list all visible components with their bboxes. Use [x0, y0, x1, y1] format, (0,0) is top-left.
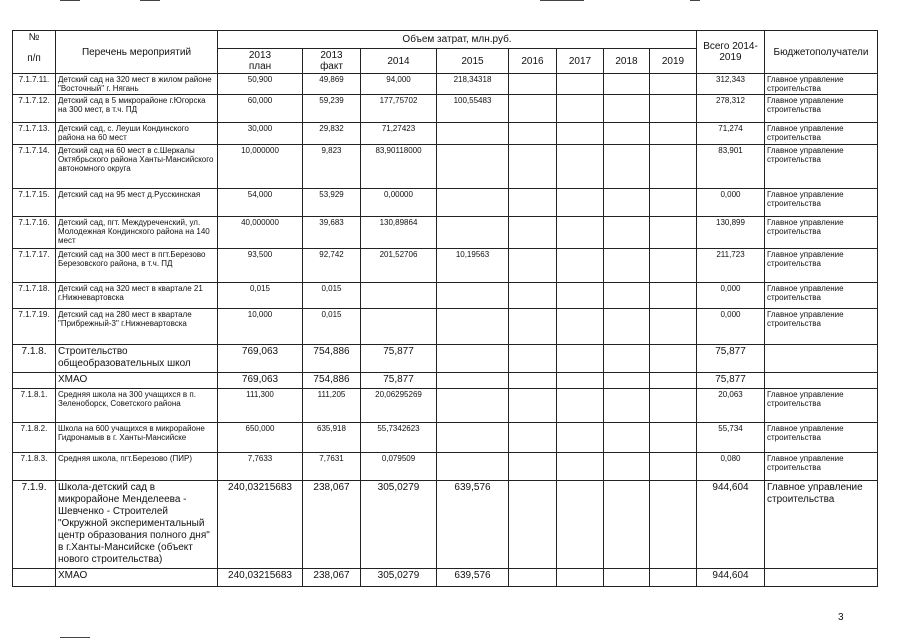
value-2013-fact: 59,239 — [303, 95, 361, 123]
value-2019 — [650, 95, 697, 123]
row-number: 7.1.7.18. — [13, 283, 56, 309]
row-number: 7.1.8. — [13, 345, 56, 373]
recipient: Главное управление строительства — [765, 74, 878, 95]
value-2016 — [509, 481, 557, 569]
value-2017 — [557, 283, 604, 309]
value-2016 — [509, 74, 557, 95]
value-2019 — [650, 145, 697, 189]
activity-name: Школа-детский сад в микрорайоне Менделеева - Шевченко - Строителей "Окружной экспериментальный центр образования полного дня" в г.Ханты-Мансийске (объект нового строительства) — [56, 481, 218, 569]
table-row — [13, 249, 878, 283]
value-2013-fact: 53,929 — [303, 189, 361, 217]
header-number-sign: № — [28, 32, 40, 43]
row-number: 7.1.7.15. — [13, 189, 56, 217]
value-total: 278,312 — [697, 95, 765, 123]
recipient: Главное управление строительства — [765, 123, 878, 145]
header-year: 2014 — [361, 49, 437, 74]
recipient: Главное управление строительства — [765, 481, 878, 569]
value-2014: 94,000 — [361, 74, 437, 95]
row-number: 7.1.8.3. — [13, 453, 56, 481]
row-number — [13, 569, 56, 587]
table-row — [13, 423, 878, 453]
table-row — [13, 373, 878, 389]
activity-name: Средняя школа, пгт.Березово (ПИР) — [56, 453, 218, 481]
value-2019 — [650, 189, 697, 217]
activity-name: Детский сад на 320 мест в квартале 21 г.Нижневартовска — [56, 283, 218, 309]
value-2015 — [437, 123, 509, 145]
table-row — [13, 145, 878, 189]
value-2015 — [437, 309, 509, 345]
value-2018 — [604, 249, 650, 283]
recipient — [765, 373, 878, 389]
value-2015 — [437, 345, 509, 373]
recipient — [765, 345, 878, 373]
value-total: 944,604 — [697, 569, 765, 587]
value-2016 — [509, 309, 557, 345]
row-number: 7.1.7.16. — [13, 217, 56, 249]
value-2019 — [650, 569, 697, 587]
value-2014: 20,06295269 — [361, 389, 437, 423]
value-total: 0,080 — [697, 453, 765, 481]
table-row — [13, 189, 878, 217]
value-2018 — [604, 345, 650, 373]
value-2018 — [604, 217, 650, 249]
value-2013-plan: 10,000000 — [218, 145, 303, 189]
recipient: Главное управление строительства — [765, 145, 878, 189]
value-2015 — [437, 373, 509, 389]
value-2013-fact: 0,015 — [303, 283, 361, 309]
value-2013-fact: 754,886 — [303, 345, 361, 373]
activity-name: Детский сад на 320 мест в жилом районе "Восточный" г. Нягань — [56, 74, 218, 95]
value-2013-plan: 7,7633 — [218, 453, 303, 481]
header-year: 2013 факт — [303, 49, 361, 74]
row-number: 7.1.8.1. — [13, 389, 56, 423]
value-2014: 0,00000 — [361, 189, 437, 217]
recipient: Главное управление строительства — [765, 453, 878, 481]
value-2019 — [650, 373, 697, 389]
value-2015: 10,19563 — [437, 249, 509, 283]
value-2013-plan: 0,015 — [218, 283, 303, 309]
value-2018 — [604, 423, 650, 453]
value-2016 — [509, 389, 557, 423]
value-2014 — [361, 309, 437, 345]
value-2019 — [650, 453, 697, 481]
value-total: 75,877 — [697, 345, 765, 373]
value-2017 — [557, 145, 604, 189]
value-2019 — [650, 481, 697, 569]
value-2019 — [650, 309, 697, 345]
value-2013-fact: 238,067 — [303, 569, 361, 587]
value-2013-plan: 30,000 — [218, 123, 303, 145]
value-total: 944,604 — [697, 481, 765, 569]
recipient: Главное управление строительства — [765, 423, 878, 453]
row-number: 7.1.7.17. — [13, 249, 56, 283]
value-2019 — [650, 123, 697, 145]
header-year: 2016 — [509, 49, 557, 74]
value-2013-fact: 7,7631 — [303, 453, 361, 481]
value-2017 — [557, 123, 604, 145]
value-2018 — [604, 309, 650, 345]
value-2016 — [509, 345, 557, 373]
activity-name: Детский сад, пгт. Междуреченский, ул. Молодежная Кондинского района на 140 мест — [56, 217, 218, 249]
value-total: 211,723 — [697, 249, 765, 283]
header-year: 2018 — [604, 49, 650, 74]
value-2019 — [650, 74, 697, 95]
value-2013-fact: 111,205 — [303, 389, 361, 423]
value-2017 — [557, 373, 604, 389]
value-2014: 177,75702 — [361, 95, 437, 123]
value-2014 — [361, 283, 437, 309]
value-2017 — [557, 95, 604, 123]
value-2016 — [509, 373, 557, 389]
activity-name: Школа на 600 учащихся в микрорайоне Гидронамыв в г. Ханты-Мансийске — [56, 423, 218, 453]
value-2017 — [557, 345, 604, 373]
value-2015 — [437, 453, 509, 481]
activity-name: Детский сад на 60 мест в с.Шеркалы Октябрьского района Ханты-Мансийского автономного округа — [56, 145, 218, 189]
value-total: 71,274 — [697, 123, 765, 145]
header-year: 2017 — [557, 49, 604, 74]
table-row — [13, 389, 878, 423]
value-2013-plan: 93,500 — [218, 249, 303, 283]
value-2016 — [509, 123, 557, 145]
value-2019 — [650, 283, 697, 309]
value-2015: 639,576 — [437, 569, 509, 587]
value-2018 — [604, 189, 650, 217]
value-2018 — [604, 74, 650, 95]
row-number: 7.1.7.13. — [13, 123, 56, 145]
table-row — [13, 123, 878, 145]
value-2018 — [604, 145, 650, 189]
recipient: Главное управление строительства — [765, 249, 878, 283]
recipient — [765, 569, 878, 587]
activity-name: Детский сад в 5 микрорайоне г.Югорска на 300 мест, в т.ч. ПД — [56, 95, 218, 123]
header-recipients: Бюджетополучатели — [765, 31, 878, 74]
value-2018 — [604, 373, 650, 389]
row-number: 7.1.7.19. — [13, 309, 56, 345]
table-row — [13, 453, 878, 481]
row-number — [13, 373, 56, 389]
row-number: 7.1.7.14. — [13, 145, 56, 189]
header-year: 2015 — [437, 49, 509, 74]
value-2017 — [557, 74, 604, 95]
value-2013-fact: 39,683 — [303, 217, 361, 249]
value-2013-plan: 60,000 — [218, 95, 303, 123]
header-cost: Объем затрат, млн.руб. — [218, 31, 697, 49]
value-2014: 75,877 — [361, 345, 437, 373]
value-2018 — [604, 389, 650, 423]
row-number: 7.1.8.2. — [13, 423, 56, 453]
header-total: Всего 2014-2019 — [697, 31, 765, 74]
value-2013-plan: 650,000 — [218, 423, 303, 453]
value-2014: 55,7342623 — [361, 423, 437, 453]
header-year: 2019 — [650, 49, 697, 74]
value-2016 — [509, 569, 557, 587]
table-row — [13, 345, 878, 373]
recipient: Главное управление строительства — [765, 189, 878, 217]
value-2015 — [437, 389, 509, 423]
value-2016 — [509, 249, 557, 283]
value-2019 — [650, 423, 697, 453]
value-2013-plan: 50,900 — [218, 74, 303, 95]
value-2019 — [650, 345, 697, 373]
table-row — [13, 74, 878, 95]
value-total: 83,901 — [697, 145, 765, 189]
activity-name: Строительство общеобразовательных школ — [56, 345, 218, 373]
recipient: Главное управление строительства — [765, 309, 878, 345]
recipient: Главное управление строительства — [765, 283, 878, 309]
value-2016 — [509, 423, 557, 453]
value-total: 75,877 — [697, 373, 765, 389]
value-2019 — [650, 389, 697, 423]
value-2018 — [604, 283, 650, 309]
value-2015: 639,576 — [437, 481, 509, 569]
value-total: 0,000 — [697, 283, 765, 309]
value-2017 — [557, 249, 604, 283]
value-2013-plan: 769,063 — [218, 373, 303, 389]
value-2016 — [509, 453, 557, 481]
value-2015 — [437, 217, 509, 249]
table-row — [13, 569, 878, 587]
value-2013-plan: 111,300 — [218, 389, 303, 423]
page-number: 3 — [838, 612, 844, 623]
value-2014: 130,89864 — [361, 217, 437, 249]
value-2019 — [650, 249, 697, 283]
value-2013-plan: 240,03215683 — [218, 569, 303, 587]
value-2016 — [509, 95, 557, 123]
value-2018 — [604, 569, 650, 587]
value-total: 20,063 — [697, 389, 765, 423]
value-2014: 83,90118000 — [361, 145, 437, 189]
value-2017 — [557, 453, 604, 481]
value-2019 — [650, 217, 697, 249]
header-pp: п/п — [27, 53, 41, 64]
value-total: 0,000 — [697, 189, 765, 217]
value-2018 — [604, 481, 650, 569]
value-2014: 75,877 — [361, 373, 437, 389]
value-total: 0,000 — [697, 309, 765, 345]
table-row — [13, 481, 878, 569]
value-2013-fact: 754,886 — [303, 373, 361, 389]
value-2013-plan: 10,000 — [218, 309, 303, 345]
value-2018 — [604, 123, 650, 145]
activity-name: ХМАО — [56, 373, 218, 389]
value-2018 — [604, 95, 650, 123]
value-2017 — [557, 309, 604, 345]
value-total: 55,734 — [697, 423, 765, 453]
value-total: 130,899 — [697, 217, 765, 249]
header-activities: Перечень мероприятий — [56, 31, 218, 74]
value-total: 312,343 — [697, 74, 765, 95]
value-2016 — [509, 145, 557, 189]
value-2017 — [557, 189, 604, 217]
value-2014: 201,52706 — [361, 249, 437, 283]
recipient: Главное управление строительства — [765, 217, 878, 249]
value-2013-fact: 9,823 — [303, 145, 361, 189]
value-2017 — [557, 569, 604, 587]
activity-name: Детский сад на 300 мест в пгт.Березово Березовского района, в т.ч. ПД — [56, 249, 218, 283]
activity-name: ХМАО — [56, 569, 218, 587]
value-2016 — [509, 283, 557, 309]
value-2015 — [437, 283, 509, 309]
value-2016 — [509, 189, 557, 217]
value-2017 — [557, 217, 604, 249]
row-number: 7.1.7.12. — [13, 95, 56, 123]
recipient: Главное управление строительства — [765, 95, 878, 123]
budget-table-frame — [12, 30, 878, 587]
value-2015: 100,55483 — [437, 95, 509, 123]
header-year: 2013 план — [218, 49, 303, 74]
value-2014: 71,27423 — [361, 123, 437, 145]
activity-name: Детский сад на 280 мест в квартале "Прибрежный-3" г.Нижневартовска — [56, 309, 218, 345]
recipient: Главное управление строительства — [765, 389, 878, 423]
value-2017 — [557, 423, 604, 453]
header-number — [13, 31, 56, 74]
value-2013-fact: 635,918 — [303, 423, 361, 453]
value-2013-fact: 49,869 — [303, 74, 361, 95]
table-row — [13, 95, 878, 123]
value-2014: 305,0279 — [361, 481, 437, 569]
value-2015 — [437, 189, 509, 217]
value-2017 — [557, 389, 604, 423]
value-2014: 0,079509 — [361, 453, 437, 481]
value-2013-fact: 29,832 — [303, 123, 361, 145]
value-2017 — [557, 481, 604, 569]
table-row — [13, 283, 878, 309]
value-2016 — [509, 217, 557, 249]
activity-name: Средняя школа на 300 учащихся в п. Зеленоборск, Советского района — [56, 389, 218, 423]
row-number: 7.1.7.11. — [13, 74, 56, 95]
value-2013-plan: 769,063 — [218, 345, 303, 373]
value-2013-fact: 238,067 — [303, 481, 361, 569]
value-2014: 305,0279 — [361, 569, 437, 587]
value-2015 — [437, 423, 509, 453]
value-2018 — [604, 453, 650, 481]
activity-name: Детский сад на 95 мест д.Русскинская — [56, 189, 218, 217]
activity-name: Детский сад, с. Леуши Кондинского района на 60 мест — [56, 123, 218, 145]
table-row — [13, 309, 878, 345]
value-2013-plan: 240,03215683 — [218, 481, 303, 569]
value-2013-plan: 40,000000 — [218, 217, 303, 249]
table-row — [13, 217, 878, 249]
value-2013-plan: 54,000 — [218, 189, 303, 217]
budget-table — [12, 30, 878, 587]
value-2015 — [437, 145, 509, 189]
value-2015: 218,34318 — [437, 74, 509, 95]
value-2013-fact: 0,015 — [303, 309, 361, 345]
row-number: 7.1.9. — [13, 481, 56, 569]
value-2013-fact: 92,742 — [303, 249, 361, 283]
